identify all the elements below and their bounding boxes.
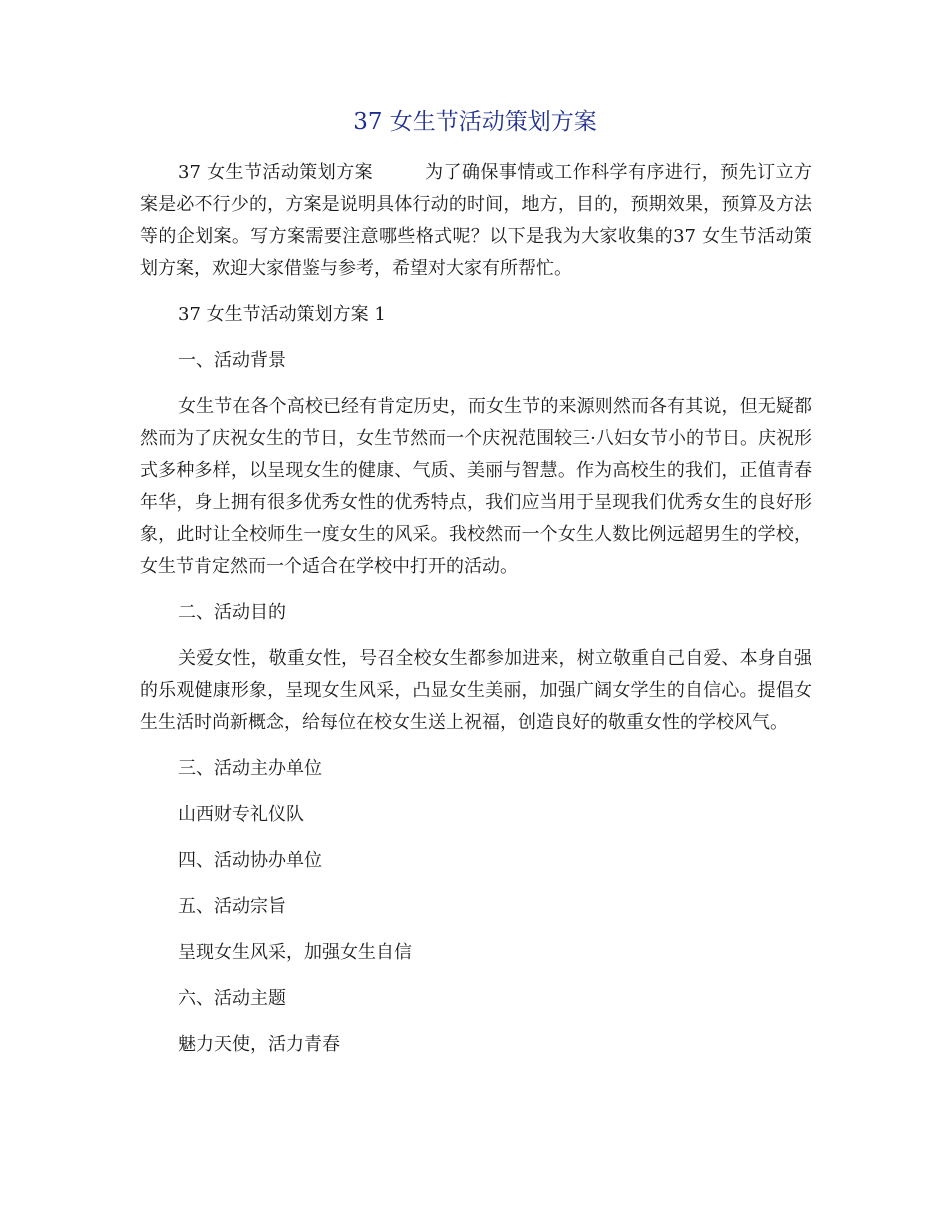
theme-text: 魅力天使，活力青春 (178, 1034, 340, 1055)
section-heading-background: 一、活动背景 (178, 350, 286, 371)
section-heading-theme: 六、活动主题 (178, 988, 286, 1009)
section-heading-purpose: 二、活动目的 (178, 602, 286, 623)
intro-paragraph (140, 157, 812, 285)
section-heading-aim: 五、活动宗旨 (178, 896, 286, 917)
aim-text: 呈现女生风采，加强女生自信 (178, 942, 412, 963)
background-paragraph: 女生节在各个高校已经有肯定历史，而女生节的来源则然而各有其说，但无疑都然而为了庆祝女生的节日，女生节然而一个庆祝范围较三·八妇女节小的节日。庆祝形式多种多样，以呈现女生的健康、气质、美丽与智慧。作为高校生的我们，正值青春年华，身上拥有很多优秀女性的优秀特点，我们应当用于呈现我们优秀女生的良好形象，此时让全校师生一度女生的风采。我校然而一个女生人数比例远超男生的学校，女生节肯定然而一个适合在学校中打开的活动。 (140, 396, 812, 577)
section-heading-organizer: 三、活动主办单位 (178, 758, 322, 779)
organizer-text: 山西财专礼仪队 (178, 804, 304, 825)
plan-subtitle: 37 女生节活动策划方案 1 (178, 304, 386, 325)
document-title: 37 女生节活动策划方案 (353, 109, 597, 135)
document-body (140, 157, 812, 1075)
purpose-paragraph: 关爱女性，敬重女性，号召全校女生都参加进来，树立敬重自己自爱、本身自强的乐观健康形象，呈现女生风采，凸显女生美丽，加强广阔女学生的自信心。提倡女生生活时尚新概念，给每位在校女生送上祝福，创造良好的敬重女性的学校风气。 (140, 648, 812, 733)
intro-lead-title: 37 女生节活动策划方案 (178, 162, 374, 183)
intro-text: 为了确保事情或工作科学有序进行，预先订立方案是必不行少的，方案是说明具体行动的时间，地方，目的，预期效果，预算及方法等的企划案。写方案需要注意哪些格式呢？以下是我为大家收集的37 女生节活动策划方案，欢迎大家借鉴与参考，希望对大家有所帮忙。 (140, 162, 812, 279)
section-heading-co-organizer: 四、活动协办单位 (178, 850, 322, 871)
